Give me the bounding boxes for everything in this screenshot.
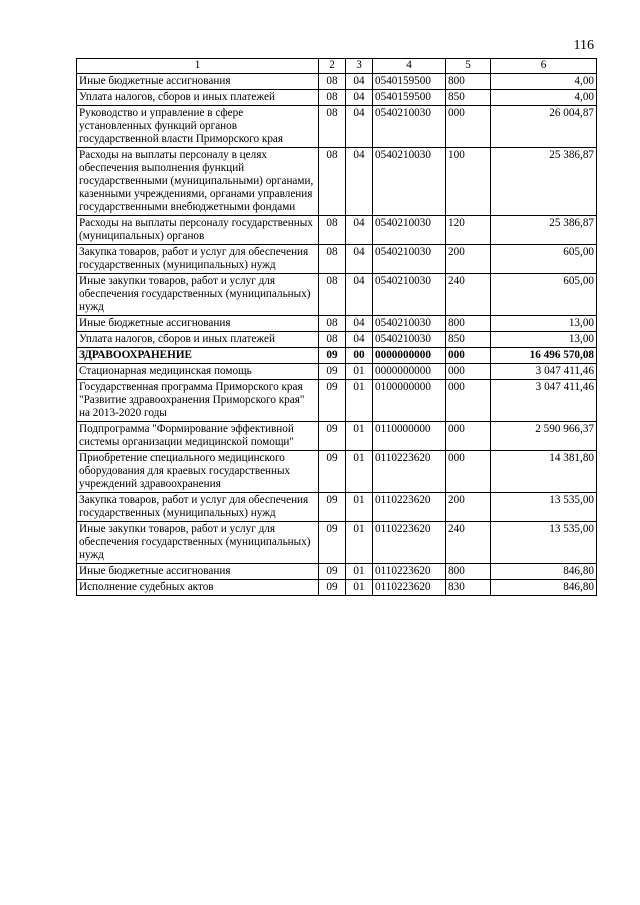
header-cell-3: 3 [346,59,373,74]
row-amount: 605,00 [491,245,597,274]
row-section: 09 [319,451,346,493]
row-name: Руководство и управление в сфере установленных функций органов государственной власти Приморского края [77,106,319,148]
row-expense-type: 800 [446,564,491,580]
row-name: Стационарная медицинская помощь [77,364,319,380]
row-target-code: 0540159500 [373,90,446,106]
header-cell-5: 5 [446,59,491,74]
row-subsection: 04 [346,245,373,274]
row-target-code: 0110223620 [373,522,446,564]
row-name: Исполнение судебных актов [77,580,319,596]
table-row [77,316,597,332]
row-amount: 14 381,80 [491,451,597,493]
row-amount: 3 047 411,46 [491,380,597,422]
row-amount: 846,80 [491,580,597,596]
row-subsection: 01 [346,564,373,580]
row-subsection: 04 [346,90,373,106]
row-amount: 846,80 [491,564,597,580]
row-section: 09 [319,380,346,422]
row-amount: 3 047 411,46 [491,364,597,380]
row-subsection: 04 [346,148,373,216]
row-target-code: 0540159500 [373,74,446,90]
row-subsection: 04 [346,216,373,245]
header-row [77,59,597,74]
header-cell-4: 4 [373,59,446,74]
table-row [77,74,597,90]
row-expense-type: 830 [446,580,491,596]
row-expense-type: 850 [446,332,491,348]
row-subsection: 01 [346,451,373,493]
row-expense-type: 000 [446,380,491,422]
row-expense-type: 100 [446,148,491,216]
row-target-code: 0110223620 [373,451,446,493]
row-section: 09 [319,580,346,596]
row-expense-type: 800 [446,74,491,90]
row-target-code: 0540210030 [373,216,446,245]
row-target-code: 0000000000 [373,364,446,380]
row-subsection: 04 [346,274,373,316]
row-subsection: 00 [346,348,373,364]
table-row [77,580,597,596]
row-amount: 4,00 [491,74,597,90]
row-section: 08 [319,74,346,90]
row-expense-type: 240 [446,522,491,564]
table-row [77,493,597,522]
table-row [77,380,597,422]
row-name: Расходы на выплаты персоналу в целях обеспечения выполнения функций государственными (муниципальными) органами, казенными учреждениями, органами управления государственными внебюджетными фондами [77,148,319,216]
row-section: 08 [319,216,346,245]
row-amount: 4,00 [491,90,597,106]
row-name: Иные бюджетные ассигнования [77,316,319,332]
row-expense-type: 000 [446,451,491,493]
table-row [77,451,597,493]
row-section: 08 [319,274,346,316]
header-cell-1: 1 [77,59,319,74]
row-name: Государственная программа Приморского края "Развитие здравоохранения Приморского края" на 2013-2020 годы [77,380,319,422]
row-name: Иные бюджетные ассигнования [77,74,319,90]
row-section: 08 [319,90,346,106]
row-target-code: 0540210030 [373,245,446,274]
row-amount: 13,00 [491,316,597,332]
row-expense-type: 200 [446,493,491,522]
table-row [77,245,597,274]
page-number: 116 [573,38,594,53]
table-row [77,90,597,106]
row-expense-type: 000 [446,348,491,364]
row-target-code: 0110223620 [373,493,446,522]
row-target-code: 0540210030 [373,274,446,316]
row-section: 08 [319,106,346,148]
row-name: Закупка товаров, работ и услуг для обеспечения государственных (муниципальных) нужд [77,245,319,274]
row-expense-type: 000 [446,422,491,451]
row-target-code: 0100000000 [373,380,446,422]
row-name: ЗДРАВООХРАНЕНИЕ [77,348,319,364]
row-target-code: 0540210030 [373,148,446,216]
row-name: Расходы на выплаты персоналу государственных (муниципальных) органов [77,216,319,245]
row-subsection: 01 [346,380,373,422]
row-name: Иные закупки товаров, работ и услуг для обеспечения государственных (муниципальных) нужд [77,274,319,316]
row-section: 09 [319,422,346,451]
row-amount: 605,00 [491,274,597,316]
row-subsection: 04 [346,316,373,332]
row-subsection: 01 [346,522,373,564]
row-section: 08 [319,245,346,274]
row-subsection: 01 [346,364,373,380]
header-cell-2: 2 [319,59,346,74]
row-section: 09 [319,522,346,564]
row-section: 09 [319,364,346,380]
row-subsection: 01 [346,493,373,522]
row-name: Подпрограмма "Формирование эффективной системы организации медицинской помощи" [77,422,319,451]
row-section: 09 [319,493,346,522]
row-expense-type: 240 [446,274,491,316]
row-name: Иные бюджетные ассигнования [77,564,319,580]
table-row [77,332,597,348]
row-amount: 13,00 [491,332,597,348]
row-amount: 2 590 966,37 [491,422,597,451]
table-row [77,348,597,364]
table-row [77,216,597,245]
row-amount: 25 386,87 [491,216,597,245]
row-section: 08 [319,148,346,216]
row-subsection: 01 [346,422,373,451]
row-name: Закупка товаров, работ и услуг для обеспечения государственных (муниципальных) нужд [77,493,319,522]
row-section: 08 [319,316,346,332]
row-expense-type: 000 [446,106,491,148]
row-name: Приобретение специального медицинского оборудования для краевых государственных учреждений здравоохранения [77,451,319,493]
row-target-code: 0110000000 [373,422,446,451]
header-cell-6: 6 [491,59,597,74]
row-expense-type: 000 [446,364,491,380]
table-row [77,422,597,451]
row-subsection: 04 [346,74,373,90]
row-section: 08 [319,332,346,348]
row-target-code: 0540210030 [373,316,446,332]
row-expense-type: 850 [446,90,491,106]
row-target-code: 0540210030 [373,106,446,148]
row-name: Иные закупки товаров, работ и услуг для обеспечения государственных (муниципальных) нужд [77,522,319,564]
table-row [77,564,597,580]
table-row [77,364,597,380]
row-target-code: 0000000000 [373,348,446,364]
table-row [77,522,597,564]
row-name: Уплата налогов, сборов и иных платежей [77,332,319,348]
table-row [77,148,597,216]
table-row [77,106,597,148]
table-body [77,74,597,596]
row-subsection: 04 [346,332,373,348]
row-section: 09 [319,348,346,364]
row-amount: 16 496 570,08 [491,348,597,364]
row-target-code: 0540210030 [373,332,446,348]
row-expense-type: 120 [446,216,491,245]
row-section: 09 [319,564,346,580]
row-amount: 25 386,87 [491,148,597,216]
row-subsection: 04 [346,106,373,148]
table-row [77,274,597,316]
row-expense-type: 200 [446,245,491,274]
row-amount: 13 535,00 [491,493,597,522]
row-target-code: 0110223620 [373,564,446,580]
budget-table [76,58,597,596]
row-name: Уплата налогов, сборов и иных платежей [77,90,319,106]
row-target-code: 0110223620 [373,580,446,596]
row-expense-type: 800 [446,316,491,332]
row-amount: 26 004,87 [491,106,597,148]
row-subsection: 01 [346,580,373,596]
row-amount: 13 535,00 [491,522,597,564]
